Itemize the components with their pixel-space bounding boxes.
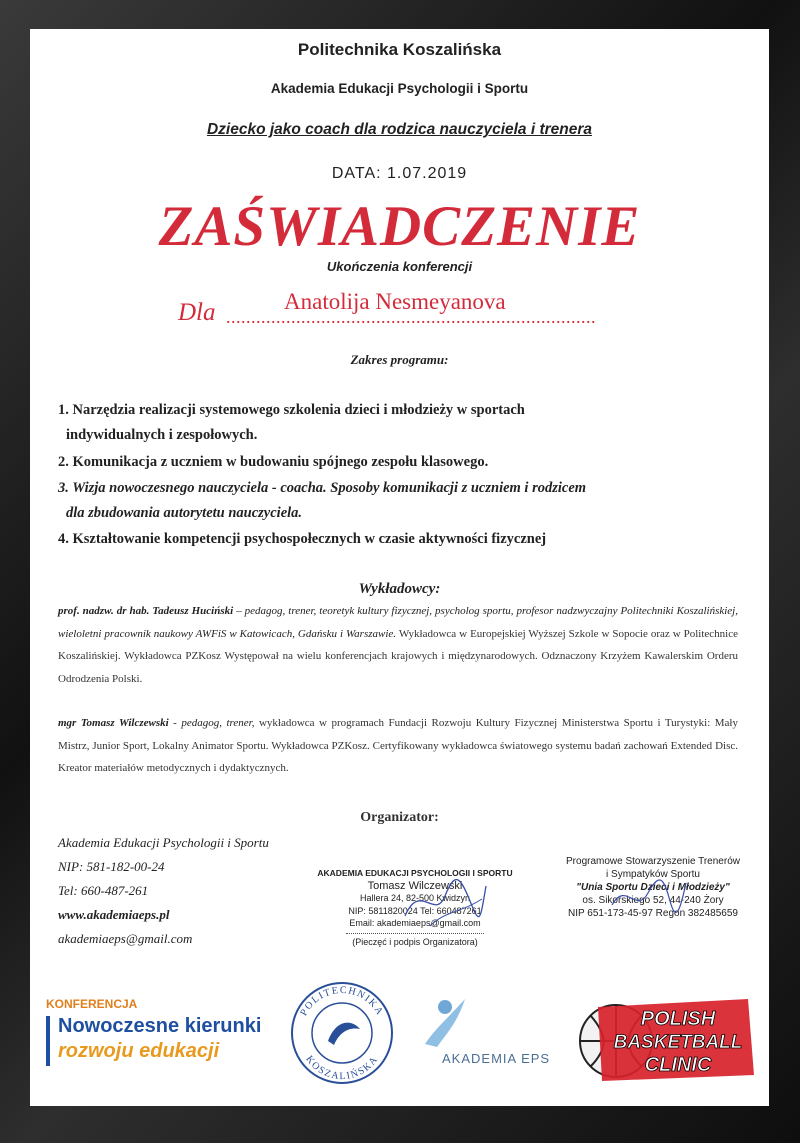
- lecturer-2-roles: - pedagog, trener,: [168, 717, 255, 729]
- stamp-nip-tel: NIP: 5811820024 Tel: 660487261: [348, 905, 482, 916]
- program-item: 4. Kształtowanie kompetencji psychospołecznych w czasie aktywności fizycznej: [58, 531, 547, 547]
- conference-logo-label: KONFERENCJA: [46, 997, 138, 1011]
- program-heading: Zakres programu:: [350, 352, 449, 367]
- partner-association: [548, 855, 758, 920]
- seal-bottom-text: KOSZALIŃSKA: [303, 1053, 381, 1083]
- organizer-email: akademiaeps@gmail.com: [58, 931, 193, 946]
- svg-text:POLITECHNIKA: [298, 985, 385, 1018]
- organizer-heading: Organizator:: [360, 810, 439, 825]
- partner-name: "Unia Sportu Dzieci i Młodzieży": [576, 882, 730, 893]
- politechnika-seal-logo: [288, 979, 396, 1087]
- conference-logo-line-2: rozwoju edukacji: [58, 1040, 220, 1062]
- stamp-title: AKADEMIA EDUKACJI PSYCHOLOGII I SPORTU: [317, 868, 513, 878]
- organizer-contact: [58, 831, 269, 951]
- lecturer-1-name: prof. nadzw. dr hab. Tadeusz Huciński: [58, 605, 234, 617]
- certificate-subtitle: Ukończenia konferencji: [326, 259, 473, 274]
- organizer-nip: NIP: 581-182-00-24: [58, 859, 165, 874]
- pbc-line-2: BASKETBALL: [613, 1032, 743, 1053]
- conference-logo-bar: [46, 1016, 50, 1066]
- conference-logo-line-1: Nowoczesne kierunki: [58, 1015, 262, 1037]
- program-item: 2. Komunikacja z uczniem w budowaniu spójnego zespołu klasowego.: [58, 454, 489, 470]
- for-label: Dla: [178, 299, 216, 326]
- organizer-name: Akademia Edukacji Psychologii i Sportu: [58, 835, 269, 850]
- lecturers-heading: Wykładowcy:: [358, 581, 441, 597]
- pbc-line-3: CLINIC: [644, 1054, 712, 1076]
- name-dotted-line: ..........................................................................: [226, 307, 596, 327]
- organizer-tel: Tel: 660-487-261: [58, 883, 149, 898]
- svg-text:KOSZALIŃSKA: [303, 1054, 380, 1082]
- stamp-person: Tomasz Wilczewski: [367, 879, 463, 892]
- program-item: indywidualnych i zespołowych.: [66, 427, 258, 443]
- akademia-eps-logo-icon: [415, 989, 475, 1049]
- program-item: 1. Narzędzia realizacji systemowego szkolenia dzieci i młodzieży w sportach: [58, 402, 525, 418]
- university-name: Politechnika Koszalińska: [297, 40, 502, 59]
- lecturer-2-name: mgr Tomasz Wilczewski: [58, 717, 169, 729]
- recipient-name: Anatolija Nesmeyanova: [284, 289, 506, 314]
- program-item: 3. Wizja nowoczesnego nauczyciela - coacha. Sposoby komunikacji z uczniem i rodzicem: [58, 480, 587, 496]
- lecturer-1-roles: – pedagog, trener, teoretyk kultury fizycznej, psycholog sportu, profesor nadzwyczajny Politechniki Koszalińskiej, wieloletni pracownik naukowy AWFiS w Katowicach, Gdańsku i Warszawie.: [58, 605, 738, 640]
- partner-nip: NIP 651-173-45-97 Regon 382485659: [568, 908, 738, 919]
- partner-line-1: Programowe Stowarzyszenie Trenerów: [566, 856, 740, 867]
- pbc-line-1: POLISH: [640, 1008, 716, 1030]
- conference-title: Dziecko jako coach dla rodzica nauczyciela i trenera: [206, 121, 593, 138]
- signature-icon: [400, 871, 490, 931]
- program-item: dla zbudowania autorytetu nauczyciela.: [66, 505, 303, 521]
- lecturer-2-description: wykładowca w programach Fundacji Rozwoju Kultury Fizycznej Ministerstwa Sportu i Turystyki: Mały Mistrz, Junior Sport, Lokalny Animator Sportu. Wykładowca PZKosz. Certyfikowany wykładowca światowego systemu badań zachowań Extended Disc. Kreator materiałów metodycznych i dydaktycznych.: [58, 717, 738, 774]
- stamp-email: Email: akademiaeps@gmail.com: [349, 918, 481, 928]
- partner-address: os. Sikorskiego 52, 44-240 Żory: [582, 895, 724, 906]
- akademia-eps-logo-text: AKADEMIA EPS: [442, 1051, 551, 1066]
- certificate-date: DATA: 1.07.2019: [331, 165, 468, 182]
- signature-icon: [608, 875, 688, 920]
- certificate-page: [30, 29, 769, 1106]
- lecturer-2-bio: [58, 712, 738, 780]
- lecturer-1-bio: [58, 600, 738, 690]
- stamp-address: Hallera 24, 82-500 Kwidzyn: [359, 893, 471, 903]
- organizer-stamp: [310, 867, 520, 948]
- academy-name: Akademia Edukacji Psychologii i Sportu: [270, 81, 529, 96]
- polish-basketball-clinic-logo: [578, 995, 758, 1085]
- organizer-website: www.akademiaeps.pl: [58, 907, 170, 922]
- stamp-caption: (Pieczęć i podpis Organizatora): [346, 933, 484, 949]
- seal-top-text: POLITECHNIKA: [298, 984, 386, 1018]
- lecturer-1-description: Wykładowca w Europejskiej Wyższej Szkole w Sopocie oraz w Politechnice Koszalińskiej. Wykładowca PZKosz Występował na wielu konferencjach krajowych i międzynarodowych. Odznaczony Krzyżem Kawalerskim Orderu Odrodzenia Polski.: [58, 627, 739, 685]
- partner-line-2: i Sympatyków Sportu: [606, 869, 700, 880]
- certificate-title: ZAŚWIADCZENIE: [158, 195, 641, 258]
